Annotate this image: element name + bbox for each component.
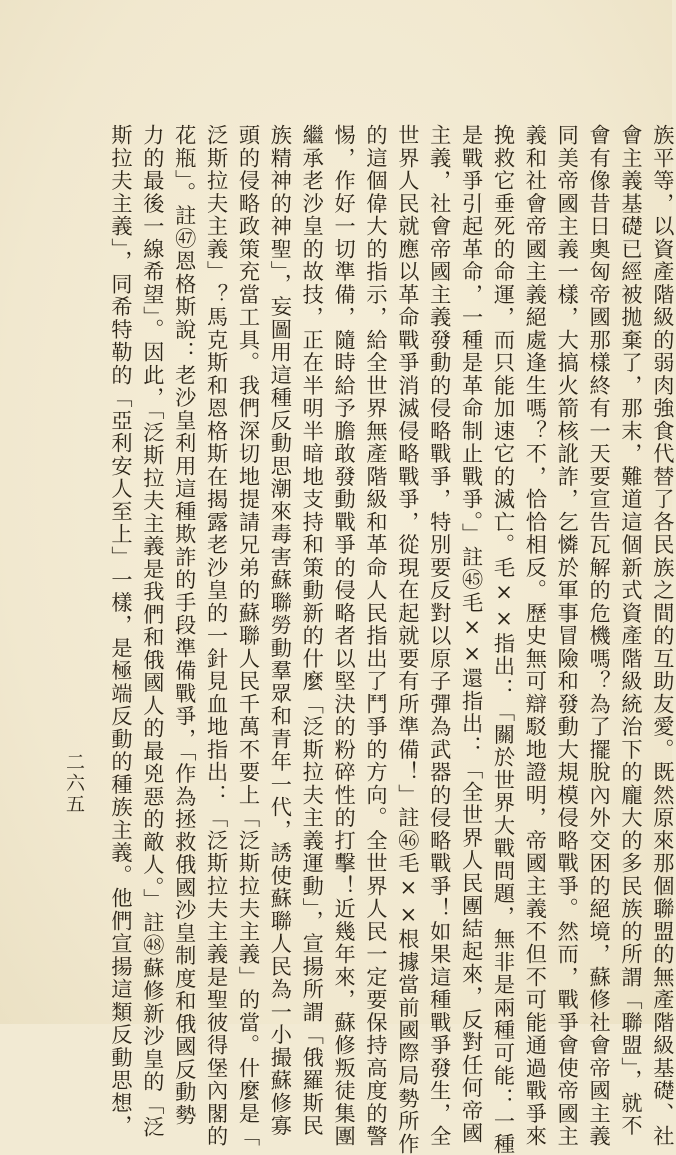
text-column-11: 惕，作好一切準備，隨時給予膽敢發動戰爭的侵略者以堅決的粉碎性的打擊！近幾年來，蘇修叛徒集團 bbox=[332, 124, 358, 1148]
text-column-3: 會有像昔日奧匈帝國那樣終有一天要宣告瓦解的危機嗎？為了擺脫內外交困的絕境，蘇修社會帝國主義 bbox=[587, 124, 613, 1148]
text-column-15: 泛斯拉夫主義」？馬克斯和恩格斯在揭露老沙皇的一針見血地指出：「泛斯拉夫主義是聖彼得堡內閣的 bbox=[204, 124, 230, 1148]
text-column-4: 同美帝國主義一樣，大搞火箭核訛詐，乞憐於軍事冒險和發動大規模侵略戰爭。然而，戰爭會使帝國主 bbox=[555, 124, 581, 1148]
vertical-text-block bbox=[104, 124, 676, 1155]
text-column-8: 主義，社會帝國主義發動的侵略戰爭，特別要反對以原子彈為武器的侵略戰爭！如果這種戰爭發生，全 bbox=[427, 124, 453, 1148]
text-column-7: 是戰爭引起革命，一種是革命制止戰爭。」註㊺毛××還指出：「全世界人民團結起來，反對任何帝國 bbox=[459, 124, 485, 1145]
text-column-16: 花瓶」。註㊼恩格斯說：老沙皇利用這種欺詐的手段準備戰爭，「作為拯救俄國沙皇制度和俄國反動勢 bbox=[172, 124, 198, 1127]
text-column-10: 的這個偉大的指示，給全世界無產階級和革命人民指出了鬥爭的方向。全世界人民一定要保持高度的警 bbox=[364, 124, 389, 1148]
text-column-13: 族精神的神聖」，妄圖用這種反動思潮來毒害蘇聯勞動羣眾和青年一代，誘使蘇聯人民為一小撮蘇修寡 bbox=[268, 124, 294, 1138]
text-column-17: 力的最後一線希望」。因此，「泛斯拉夫主義是我們和俄國人的最兇惡的敵人。」註㊽蘇修新沙皇的「泛 bbox=[140, 124, 166, 1139]
text-column-14: 頭的侵略政策充當工具。我們深切地提請兄弟的蘇聯人民千萬不要上「泛斯拉夫主義」的當。什麼是「 bbox=[236, 124, 262, 1148]
text-column-9: 世界人民就應以革命戰爭消滅侵略戰爭，從現在起就要有所準備！」註㊻毛××根據當前國際局勢所作 bbox=[395, 124, 421, 1155]
text-column-12: 繼承老沙皇的故技，正在半明半暗地支持和策動新的什麼「泛斯拉夫主義運動」，宣揚所謂「俄羅斯民 bbox=[300, 124, 326, 1138]
text-column-1: 族平等，以資產階級的弱肉強食代替了各民族之間的互助友愛。既然原來那個聯盟的無產階級基礎、社 bbox=[650, 124, 676, 1148]
text-column-5: 義和社會帝國主義絕處逢生嗎？不，恰恰相反。歷史無可辯駁地證明，帝國主義不但不可能通過戰爭來 bbox=[523, 124, 549, 1148]
page-number: 二六五 bbox=[63, 752, 85, 815]
text-column-2: 會主義基礎已經被拋棄了，那末，難道這個新式資產階級統治下的龐大的多民族的所謂「聯盟」，就不 bbox=[619, 124, 644, 1138]
text-column-6: 挽救它垂死的命運，而只能加速它的滅亡。毛××指出：「關於世界大戰問題，無非是兩種可能：一種 bbox=[491, 124, 517, 1155]
text-column-18: 斯拉夫主義」，同希特勒的「亞利安人至上」一樣，是極端反動的種族主義。他們宣揚這類反動思想， bbox=[109, 124, 134, 1138]
